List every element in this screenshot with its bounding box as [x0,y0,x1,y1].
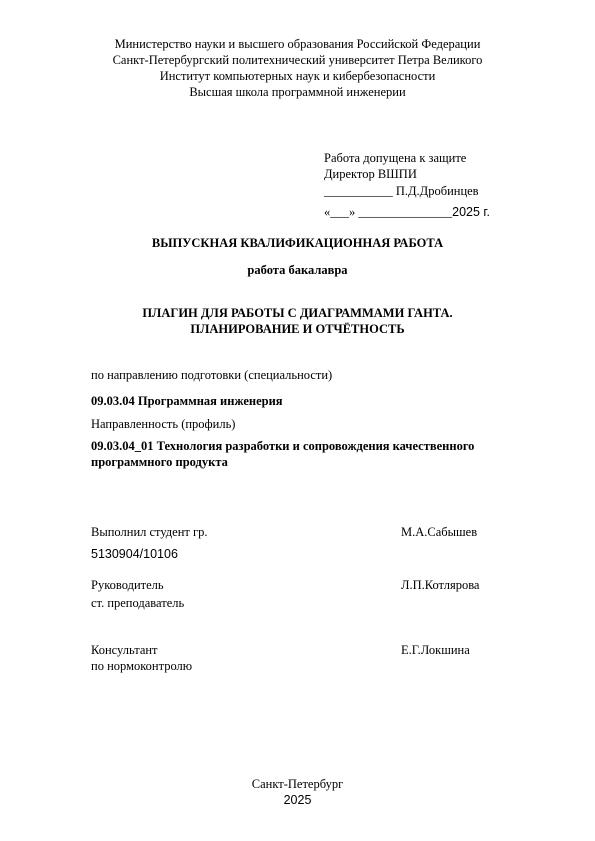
work-type: ВЫПУСКНАЯ КВАЛИФИКАЦИОННАЯ РАБОТА [151,236,444,250]
student-group: 5130904/10106 [91,547,178,561]
profile-value-line-2: программного продукта [91,455,228,469]
footer-city: Санкт-Петербург [251,777,344,791]
ministry-line: Министерство науки и высшего образования Российской Федерации [114,37,481,51]
direction-value: 09.03.04 Программная инженерия [91,394,283,408]
consultant-name: Е.Г.Локшина [401,643,470,657]
institute-line: Институт компьютерных наук и кибербезопасности [159,69,436,83]
supervisor-position: ст. преподаватель [91,596,185,610]
student-name: М.А.Сабышев [401,525,478,539]
direction-label: по направлению подготовки (специальности) [91,368,333,382]
consultant-label: Консультант [91,643,158,657]
student-label: Выполнил студент гр. [91,525,208,539]
director-signature: ___________ П.Д.Дробинцев [324,184,479,198]
supervisor-label: Руководитель [91,578,164,592]
date-day: «___» [324,205,359,219]
date-year: 2025 г. [452,205,490,219]
supervisor-name: Л.П.Котлярова [401,578,480,592]
date-month-blank: _______________ [358,205,453,219]
director-line: Директор ВШПИ [324,167,417,181]
approval-line: Работа допущена к защите [324,151,467,165]
title-line-2: ПЛАНИРОВАНИЕ И ОТЧЁТНОСТЬ [190,322,405,336]
profile-value-line-1: 09.03.04_01 Технология разработки и сопровождения качественного [91,439,475,453]
footer-year: 2025 [283,793,312,807]
university-line: Санкт-Петербургский политехнический университет Петра Великого [112,53,483,67]
approval-date [324,205,490,220]
school-line: Высшая школа программной инженерии [189,85,406,99]
title-line-1: ПЛАГИН ДЛЯ РАБОТЫ С ДИАГРАММАМИ ГАНТА. [142,306,453,320]
work-subtype: работа бакалавра [247,263,348,277]
profile-label: Направленность (профиль) [91,417,236,431]
consultant-role: по нормоконтролю [91,659,193,673]
